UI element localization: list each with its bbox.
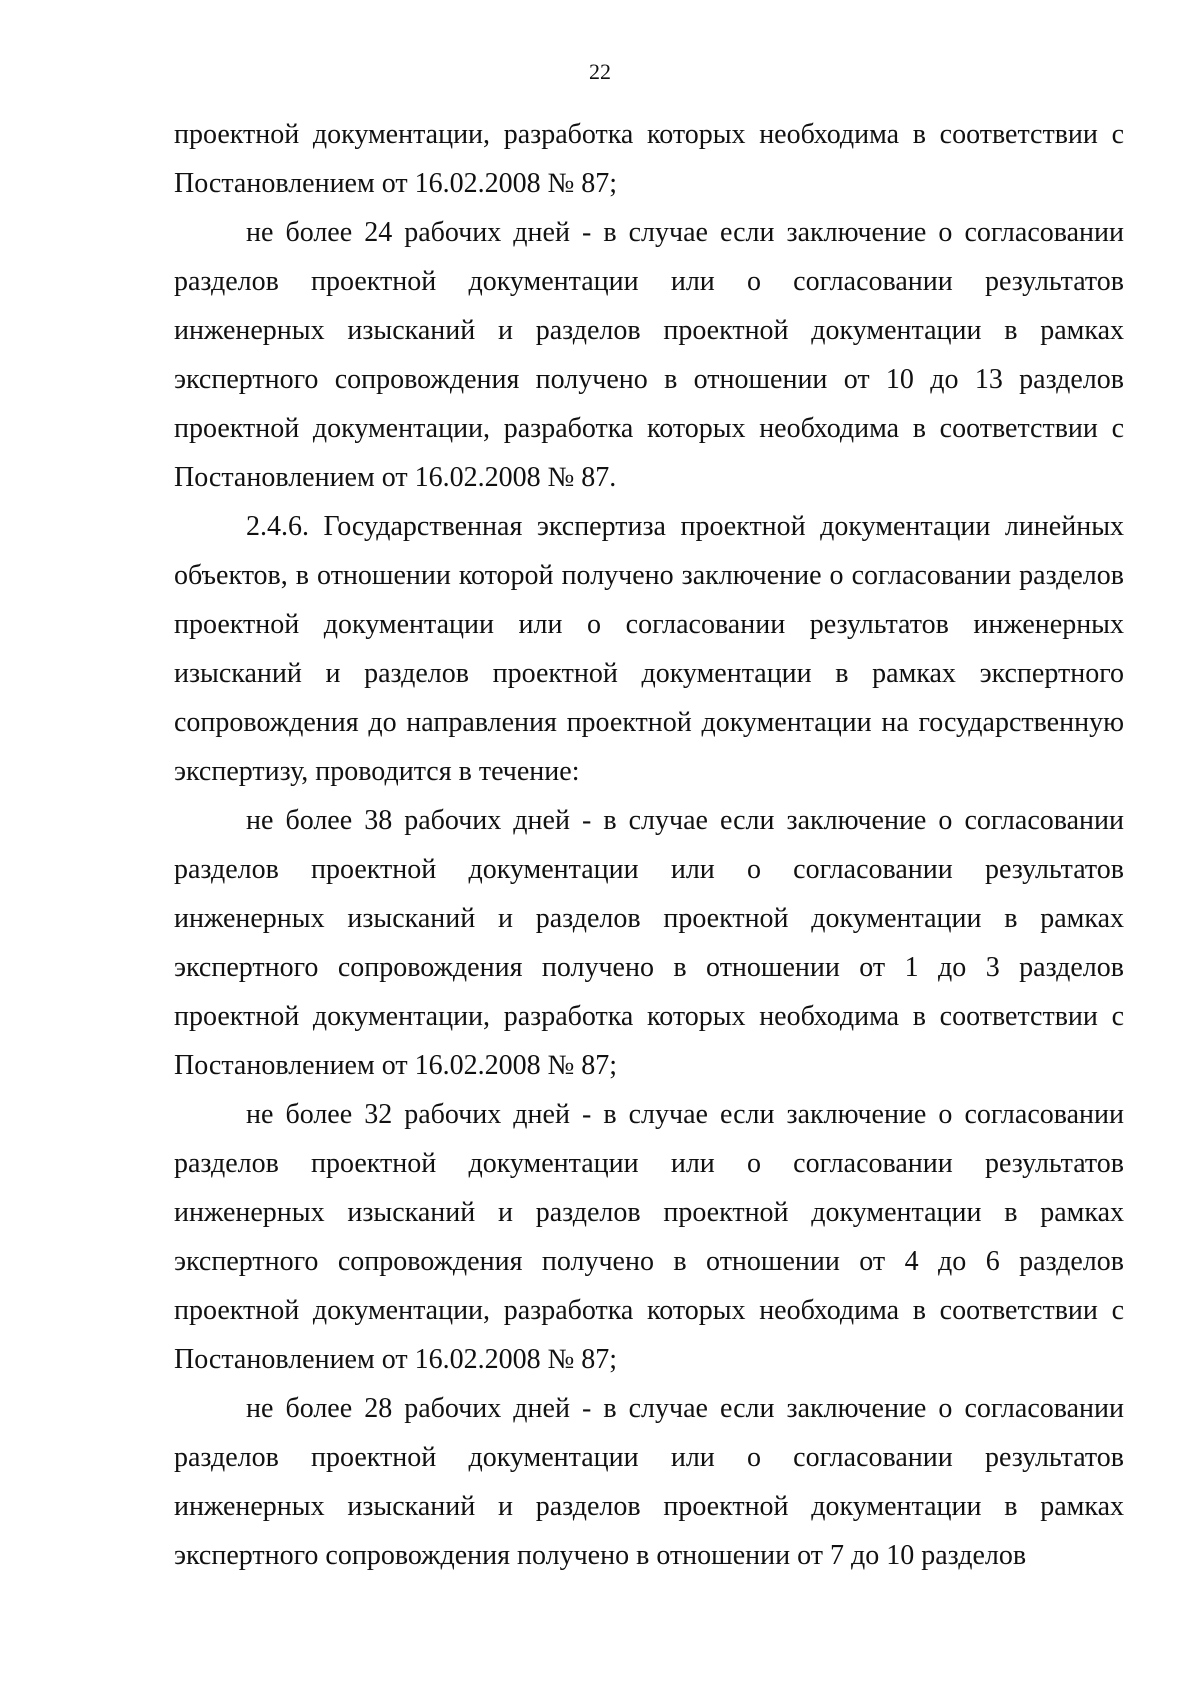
- paragraph-28-days: не более 28 рабочих дней - в случае если заключение о согласовании разделов проектной документации или о согласовании результатов инженерных изысканий и разделов проектной документации в рамках экспертного сопровождения получено в отношении от 7 до 10 разделов: [174, 1393, 1124, 1571]
- paragraph-24-days: не более 24 рабочих дней - в случае если заключение о согласовании разделов проектной документации или о согласовании результатов инженерных изысканий и разделов проектной документации в рамках экспертного сопровождения получено в отношении от 10 до 13 разделов проектной документации, разработка которых необходима в соответствии с Постановлением от 16.02.2008 № 87.: [174, 217, 1124, 493]
- page-number: 22: [589, 59, 611, 84]
- paragraph-section-2-4-6: 2.4.6. Государственная экспертиза проектной документации линейных объектов, в отношении которой получено заключение о согласовании разделов проектной документации или о согласовании результатов инженерных изысканий и разделов проектной документации в рамках экспертного сопровождения до направления проектной документации на государственную экспертизу, проводится в течение:: [174, 511, 1124, 787]
- paragraph-32-days: не более 32 рабочих дней - в случае если заключение о согласовании разделов проектной документации или о согласовании результатов инженерных изысканий и разделов проектной документации в рамках экспертного сопровождения получено в отношении от 4 до 6 разделов проектной документации, разработка которых необходима в соответствии с Постановлением от 16.02.2008 № 87;: [174, 1099, 1124, 1375]
- paragraph-38-days: не более 38 рабочих дней - в случае если заключение о согласовании разделов проектной документации или о согласовании результатов инженерных изысканий и разделов проектной документации в рамках экспертного сопровождения получено в отношении от 1 до 3 разделов проектной документации, разработка которых необходима в соответствии с Постановлением от 16.02.2008 № 87;: [174, 805, 1124, 1081]
- paragraph-continuation: проектной документации, разработка которых необходима в соответствии с Постановлением от 16.02.2008 № 87;: [174, 119, 1124, 199]
- document-body: [174, 110, 1124, 1580]
